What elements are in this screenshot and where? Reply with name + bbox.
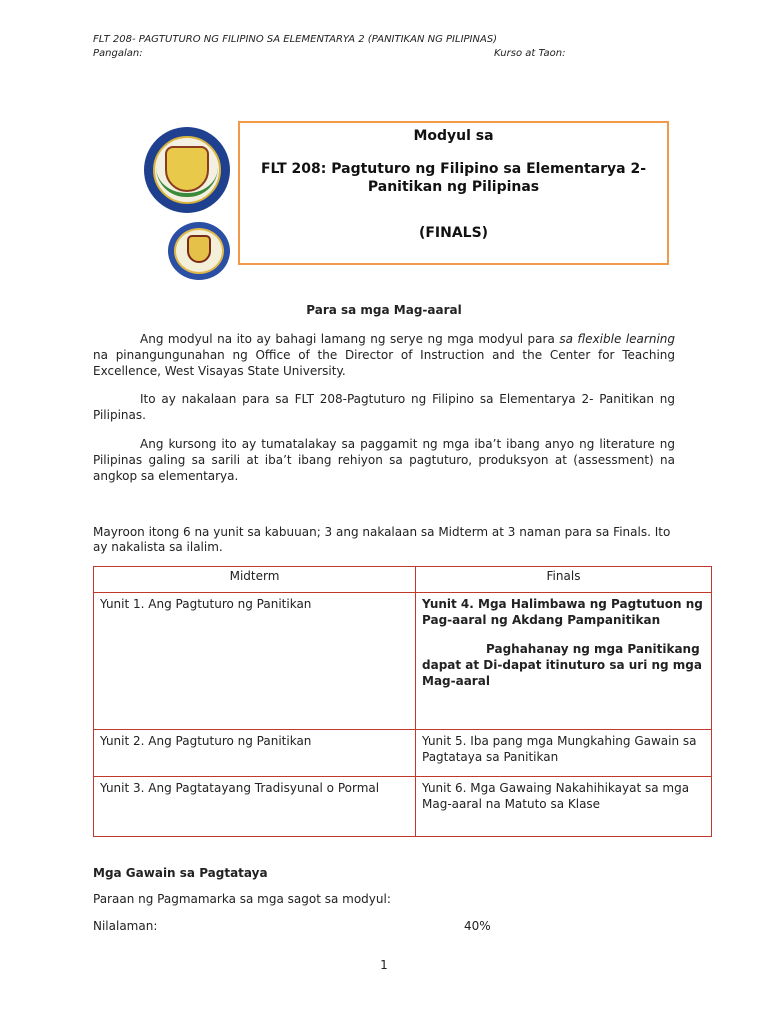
finals-cell: Yunit 4. Mga Halimbawa ng Pagtutuon ng Pag-aaral ng Akdang Pampanitikan Paghahanay ng mga Panitikang dapat at Di-dapat itinuturo sa uri ng mga Mag-aaral <box>416 593 712 730</box>
module-title-box <box>238 121 669 265</box>
finals-cell: Yunit 6. Mga Gawaing Nakahihikayat sa mga Mag-aaral na Matuto sa Klase <box>416 777 712 837</box>
header-midterm: Midterm <box>94 567 416 593</box>
name-label: Pangalan: <box>93 48 143 59</box>
college-seal-logo <box>168 222 230 280</box>
table-row <box>94 593 712 730</box>
running-header-course: FLT 208- PAGTUTURO NG FILIPINO SA ELEMENTARYA 2 (PANITIKAN NG PILIPINAS) <box>93 34 498 45</box>
assessment-title: Mga Gawain sa Pagtataya <box>93 866 268 880</box>
section-title: Para sa mga Mag-aaral <box>306 303 462 317</box>
module-title-line1: Modyul sa <box>413 128 494 144</box>
header-finals: Finals <box>416 567 712 593</box>
paragraph-intro: Ang modyul na ito ay bahagi lamang ng serye ng mga modyul para sa flexible learning na pinangungunahan ng Office of the Director of Instruction and the Center for Teaching Excellence, West Visayas State University. <box>93 332 675 378</box>
content-label: Nilalaman: <box>93 919 158 933</box>
university-seal-logo <box>144 127 230 213</box>
paragraph-course-description: Ang kursong ito ay tumatalakay sa paggamit ng mga iba’t ibang anyo ng literature ng Pilipinas galing sa sarili at iba’t ibang rehiyon sa pagtuturo, produksyon at (assessment) na angkop sa elementarya. <box>93 437 675 483</box>
course-year-label: Kurso at Taon: <box>494 48 566 59</box>
midterm-cell: Yunit 3. Ang Pagtatayang Tradisyunal o Pormal <box>94 777 416 837</box>
units-table <box>93 566 712 837</box>
paragraph-units-summary: Mayroon itong 6 na yunit sa kabuuan; 3 ang nakalaan sa Midterm at 3 naman para sa Finals. Ito ay nakalista sa ilalim. <box>93 525 671 554</box>
paragraph-purpose: Ito ay nakalaan para sa FLT 208-Pagtuturo ng Filipino sa Elementarya 2- Panitikan ng Pilipinas. <box>93 392 675 422</box>
content-percentage: 40% <box>464 919 491 933</box>
table-header-row <box>94 567 712 593</box>
scoring-label: Paraan ng Pagmamarka sa mga sagot sa modyul: <box>93 892 391 906</box>
module-title-term: (FINALS) <box>418 225 489 241</box>
midterm-cell: Yunit 1. Ang Pagtuturo ng Panitikan <box>94 593 416 730</box>
table-row <box>94 730 712 777</box>
midterm-cell: Yunit 2. Ang Pagtuturo ng Panitikan <box>94 730 416 777</box>
table-row <box>94 777 712 837</box>
page-number: 1 <box>380 958 388 972</box>
module-title-course: FLT 208: Pagtuturo ng Filipino sa Elementarya 2-Panitikan ng Pilipinas <box>260 161 647 195</box>
finals-cell: Yunit 5. Iba pang mga Mungkahing Gawain sa Pagtataya sa Panitikan <box>416 730 712 777</box>
